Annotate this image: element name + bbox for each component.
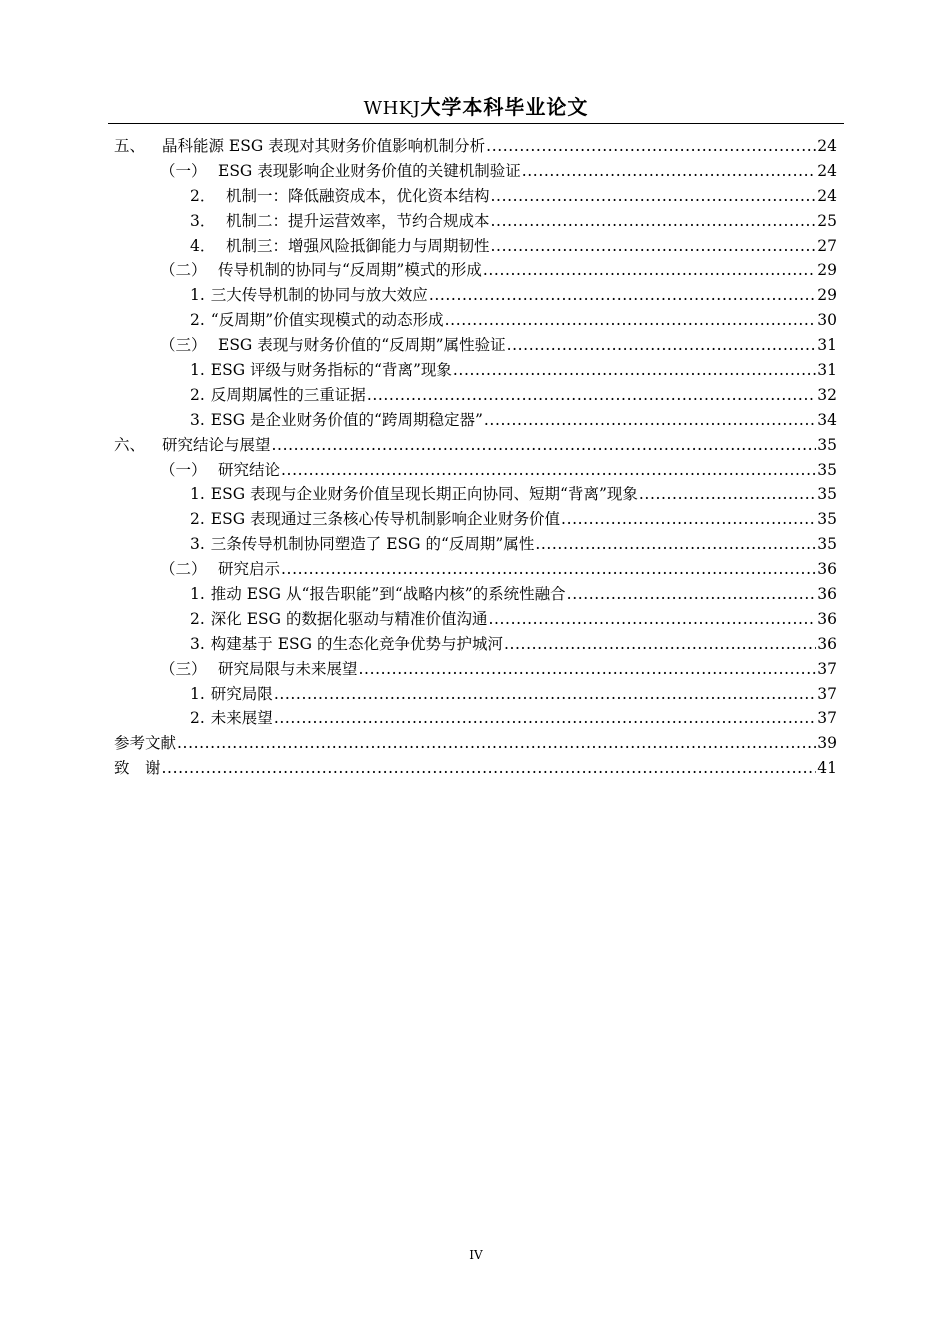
toc-entry-page: 36: [817, 560, 837, 579]
toc-entry-title: 未来展望: [210, 709, 273, 728]
toc-entry-title: 晶科能源 ESG 表现对其财务价值影响机制分析: [162, 137, 486, 155]
toc-dot-leader: [639, 482, 816, 507]
toc-dot-leader: [274, 706, 816, 731]
toc-entry-page: 24: [817, 137, 837, 155]
toc-entry-number: （二）: [160, 261, 207, 280]
toc-dot-leader: [359, 657, 817, 682]
toc-entry-title: 反周期属性的三重证据: [210, 385, 366, 404]
toc-dot-leader: [491, 209, 817, 234]
toc-dot-leader: [274, 682, 816, 707]
toc-entry-page: 30: [817, 311, 837, 330]
toc-entry[interactable]: [114, 408, 837, 433]
toc-dot-leader: [445, 308, 817, 333]
toc-entry-number: 3．: [190, 211, 216, 230]
toc-entry[interactable]: [114, 532, 837, 557]
toc-entry[interactable]: [114, 482, 837, 507]
toc-entry-number: 1.: [190, 361, 205, 380]
toc-entry[interactable]: [114, 283, 837, 308]
toc-entry-page: 37: [817, 709, 837, 728]
toc-entry-page: 36: [817, 609, 837, 628]
toc-dot-leader: [567, 582, 817, 607]
toc-entry-page: 24: [817, 186, 837, 205]
toc-entry-title: 机制二：提升运营效率，节约合规成本: [226, 211, 490, 230]
toc-entry-page: 35: [817, 485, 837, 504]
toc-entry-title: ESG 是企业财务价值的“跨周期稳定器”: [210, 410, 483, 429]
toc-dot-leader: [483, 258, 816, 283]
toc-entry-number: 2.: [190, 709, 205, 728]
toc-entry-page: 35: [817, 435, 837, 454]
toc-entry-title: 深化 ESG 的数据化驱动与精准价值沟通: [210, 609, 488, 628]
toc-entry[interactable]: [114, 682, 837, 707]
toc-entry-title: 研究结论与展望: [162, 435, 271, 454]
toc-entry[interactable]: [114, 383, 837, 408]
toc-entry-page: 35: [817, 535, 837, 554]
toc-entry-number: （三）: [160, 659, 207, 678]
toc-entry-number: 2．: [190, 186, 216, 205]
toc-entry-title: ESG 表现通过三条核心传导机制影响企业财务价值: [210, 510, 561, 529]
toc-entry-number: 六、: [114, 435, 146, 454]
toc-entry-number: 2.: [190, 311, 205, 330]
toc-dot-leader: [486, 134, 816, 159]
toc-entry-title: ESG 表现与财务价值的“反周期”属性验证: [218, 336, 506, 355]
toc-entry[interactable]: [114, 706, 837, 731]
toc-entry-number: （三）: [160, 336, 207, 355]
toc-entry-title: 致 谢: [114, 759, 161, 778]
toc-entry-page: 36: [817, 585, 837, 604]
toc-entry[interactable]: [114, 582, 837, 607]
toc-dot-leader: [491, 234, 817, 259]
header-abbreviation: WHKJ: [363, 98, 421, 119]
toc-entry[interactable]: [114, 657, 837, 682]
toc-entry[interactable]: [114, 209, 837, 234]
toc-dot-leader: [491, 184, 817, 209]
toc-entry-page: 36: [817, 634, 837, 653]
toc-entry[interactable]: [114, 507, 837, 532]
toc-entry-page: 25: [817, 211, 837, 230]
toc-entry-title: ESG 评级与财务指标的“背离”现象: [210, 361, 452, 380]
toc-dot-leader: [535, 532, 816, 557]
toc-entry[interactable]: [114, 632, 837, 657]
toc-entry-title: 机制三：增强风险抵御能力与周期韧性: [226, 236, 490, 255]
toc-entry-number: 3.: [190, 410, 205, 429]
toc-entry-page: 35: [817, 460, 837, 479]
toc-entry[interactable]: [114, 234, 837, 259]
toc-entry-page: 31: [817, 361, 837, 380]
toc-entry-number: 2.: [190, 609, 205, 628]
toc-dot-leader: [504, 632, 816, 657]
toc-entry[interactable]: [114, 134, 837, 159]
toc-dot-leader: [429, 283, 816, 308]
toc-entry-number: 1.: [190, 585, 205, 604]
toc-entry[interactable]: [114, 258, 837, 283]
toc-entry[interactable]: [114, 358, 837, 383]
toc-entry-page: 41: [817, 759, 837, 778]
toc-entry-page: 27: [817, 236, 837, 255]
toc-entry-title: ESG 表现影响企业财务价值的关键机制验证: [218, 161, 521, 180]
header-title: 大学本科毕业论文: [420, 95, 589, 119]
toc-dot-leader: [367, 383, 816, 408]
toc-entry-page: 34: [817, 410, 837, 429]
toc-dot-leader: [484, 408, 816, 433]
toc-entry-number: 3.: [190, 535, 205, 554]
toc-entry-title: 三条传导机制协同塑造了 ESG 的“反周期”属性: [210, 535, 535, 554]
toc-entry-number: （一）: [160, 161, 207, 180]
toc-dot-leader: [281, 458, 816, 483]
toc-entry[interactable]: [114, 607, 837, 632]
toc-entry-title: “反周期”价值实现模式的动态形成: [210, 311, 444, 330]
toc-entry-title: 传导机制的协同与“反周期”模式的形成: [218, 261, 482, 280]
running-header: [108, 94, 844, 124]
toc-entry-page: 32: [817, 385, 837, 404]
toc-entry-title: 机制一：降低融资成本，优化资本结构: [226, 186, 490, 205]
toc-entry-number: 4．: [190, 236, 216, 255]
toc-entry-number: （二）: [160, 560, 207, 579]
toc-entry-title: 研究局限: [210, 684, 273, 703]
toc-entry-title: 构建基于 ESG 的生态化竞争优势与护城河: [210, 634, 503, 653]
toc-entry[interactable]: [114, 458, 837, 483]
toc-dot-leader: [522, 159, 817, 184]
toc-entry-title: 参考文献: [114, 734, 177, 753]
toc-entry-title: 推动 ESG 从“报告职能”到“战略内核”的系统性融合: [210, 585, 566, 604]
toc-dot-leader: [507, 333, 817, 358]
toc-entry-title: 研究启示: [218, 560, 281, 579]
toc-entry-number: 2.: [190, 510, 205, 529]
toc-entry-page: 35: [817, 510, 837, 529]
toc-entry[interactable]: [114, 557, 837, 582]
toc-dot-leader: [162, 756, 817, 781]
toc-dot-leader: [488, 607, 816, 632]
toc-entry-page: 37: [817, 659, 837, 678]
toc-entry[interactable]: [114, 333, 837, 358]
toc-dot-leader: [281, 557, 816, 582]
toc-entry-number: 1.: [190, 286, 205, 305]
toc-entry-page: 37: [817, 684, 837, 703]
page-number: IV: [469, 1248, 483, 1262]
toc-entry[interactable]: [114, 433, 837, 458]
toc-entry-number: 五、: [114, 137, 146, 155]
toc-entry-number: （一）: [160, 460, 207, 479]
toc-entry-title: ESG 表现与企业财务价值呈现长期正向协同、短期“背离”现象: [210, 485, 638, 504]
toc-entry-page: 29: [817, 261, 837, 280]
toc-entry-page: 31: [817, 336, 837, 355]
toc-dot-leader: [177, 731, 816, 756]
toc-entry-page: 24: [817, 161, 837, 180]
toc-entry-page: 29: [817, 286, 837, 305]
toc-entry-page: 39: [817, 734, 837, 753]
toc-entry[interactable]: [114, 308, 837, 333]
toc-entry-title: 三大传导机制的协同与放大效应: [210, 286, 428, 305]
toc-entry-title: 研究局限与未来展望: [218, 659, 358, 678]
toc-entry-title: 研究结论: [218, 460, 281, 479]
toc-entry[interactable]: [114, 159, 837, 184]
table-of-contents: [114, 134, 837, 781]
toc-dot-leader: [272, 433, 817, 458]
toc-entry-number: 2.: [190, 385, 205, 404]
toc-entry[interactable]: [114, 184, 837, 209]
toc-entry-number: 1.: [190, 684, 205, 703]
toc-dot-leader: [453, 358, 816, 383]
toc-dot-leader: [561, 507, 816, 532]
toc-entry[interactable]: [114, 731, 837, 756]
toc-entry-number: 3.: [190, 634, 205, 653]
toc-entry-number: 1.: [190, 485, 205, 504]
toc-entry[interactable]: [114, 756, 837, 781]
